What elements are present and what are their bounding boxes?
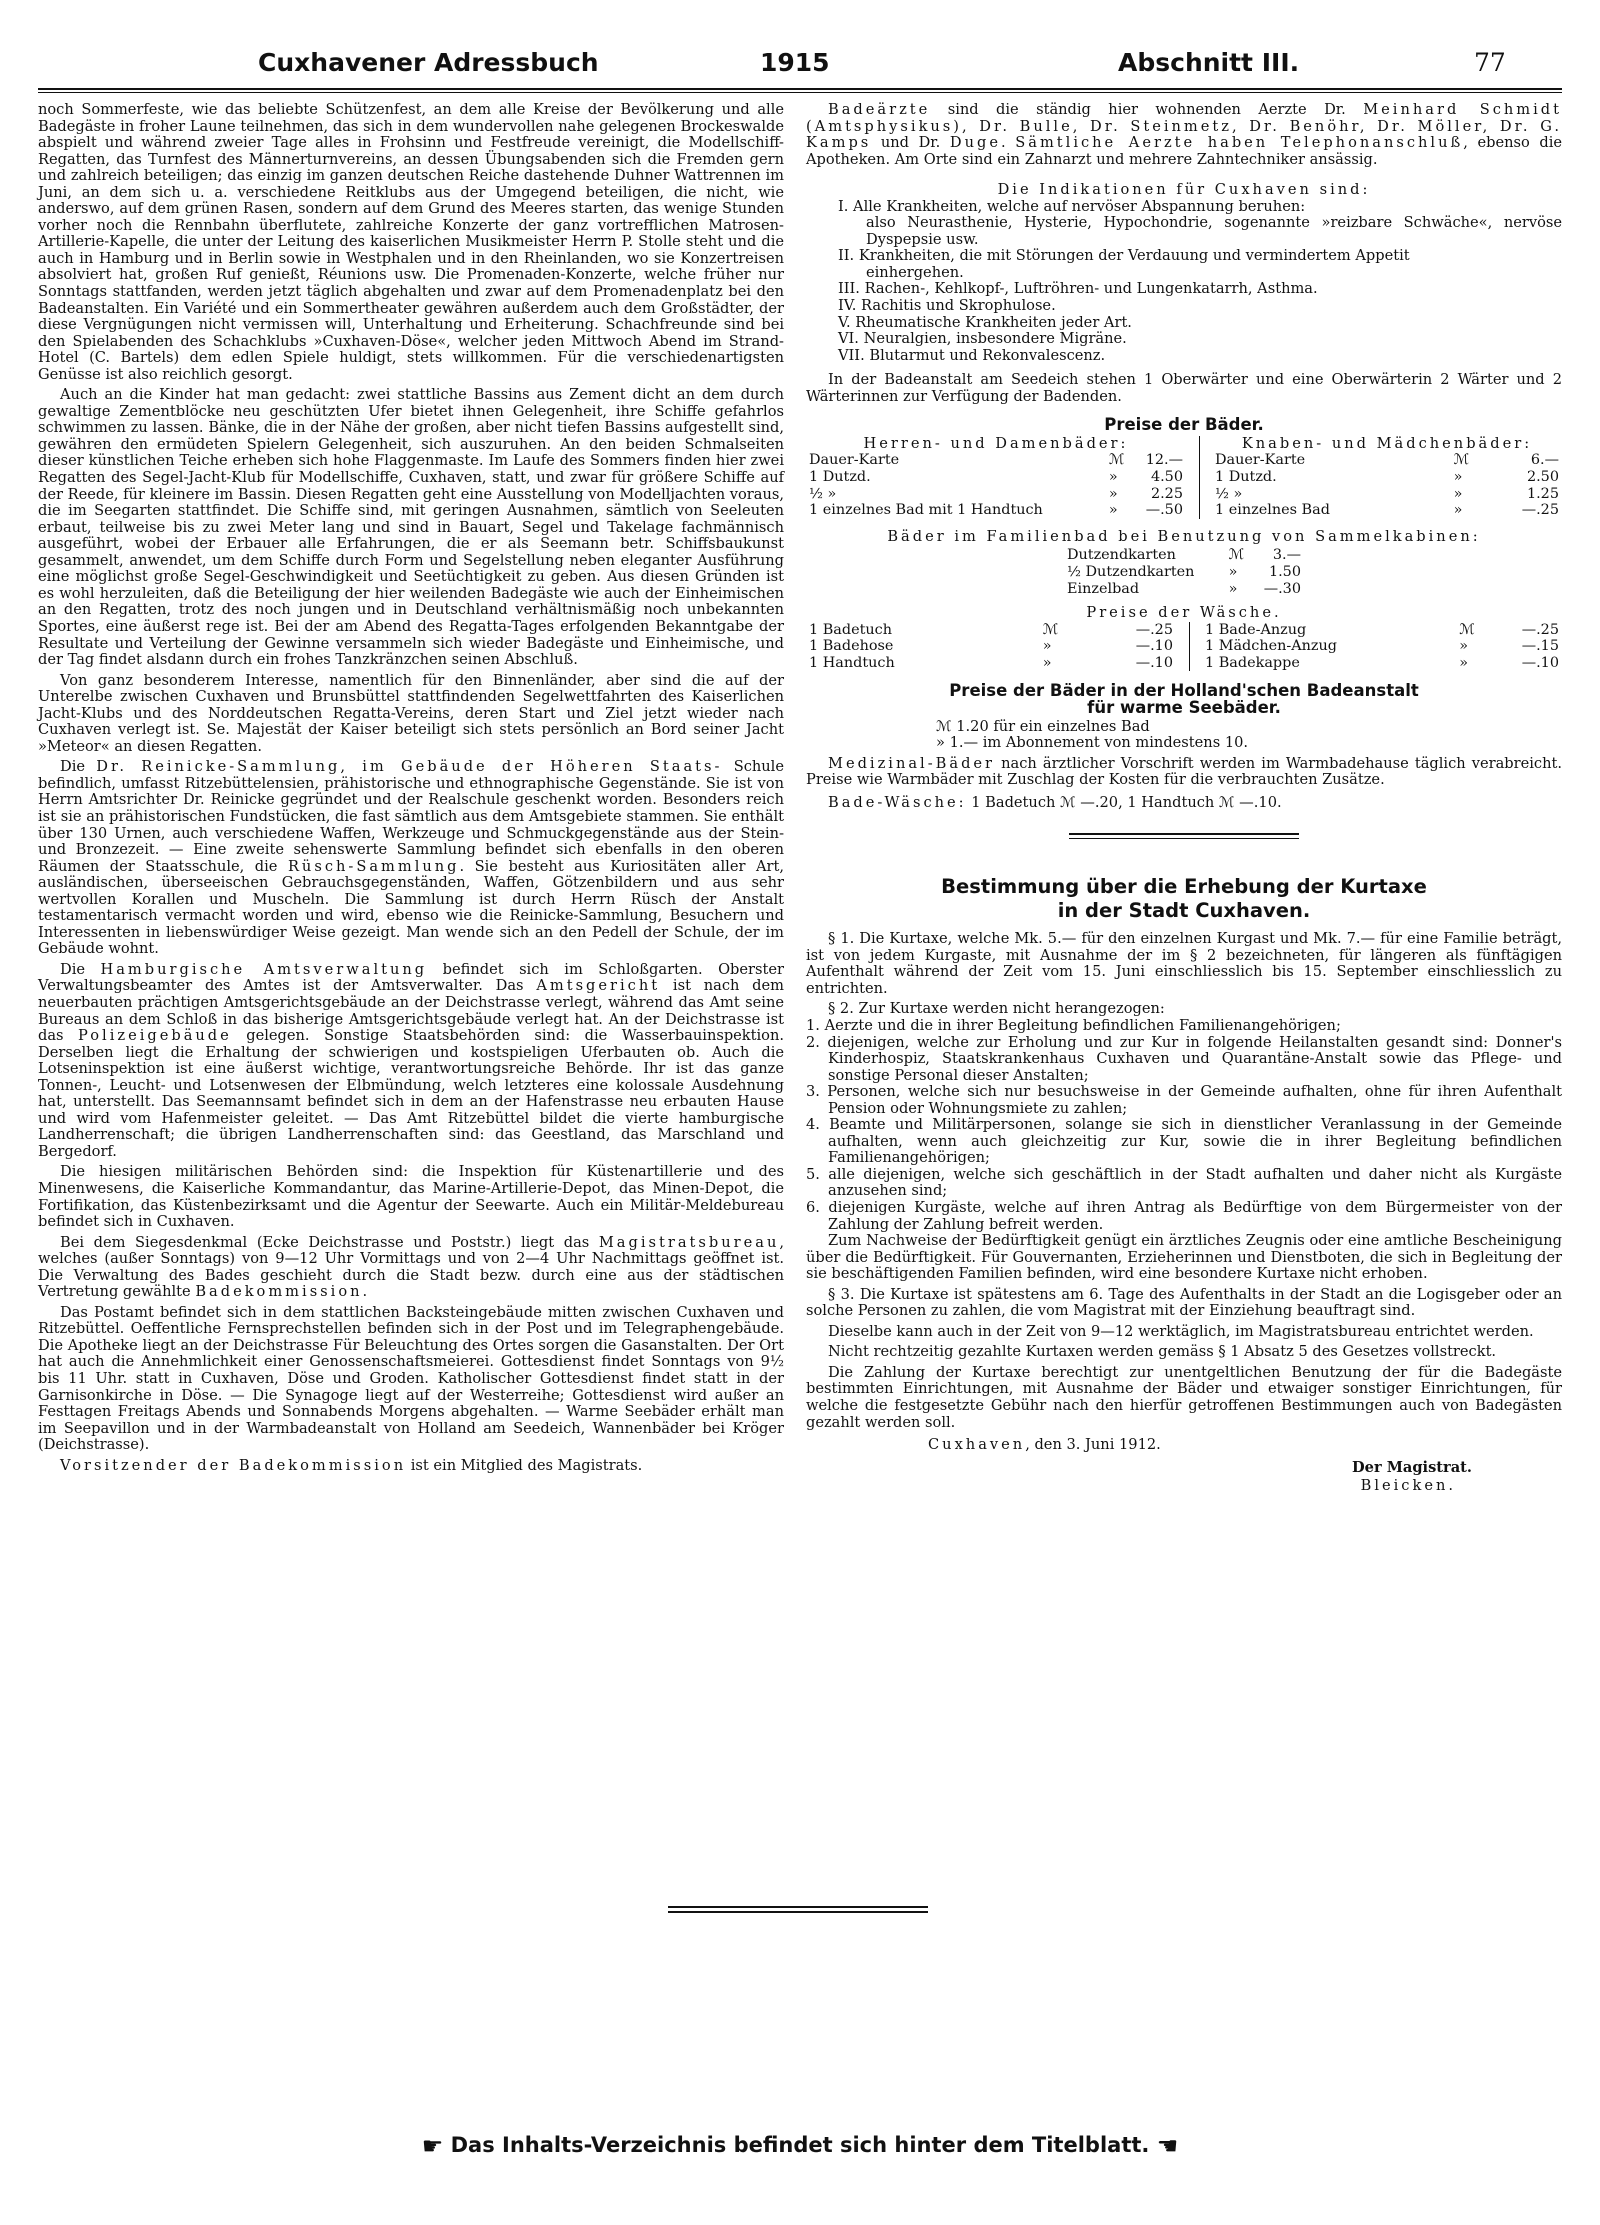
price-label: 1 Mädchen-Anzug	[1205, 638, 1337, 655]
paragraph-collections	[38, 759, 784, 958]
table-row	[806, 452, 1186, 469]
text-run: Die	[60, 758, 97, 776]
spaced-text: Polizeigebäude	[78, 1027, 232, 1045]
price-value: 1.25	[1526, 485, 1559, 502]
spaced-text: Dr. Reinicke-Sammlung, im Gebäude der Höheren Staats-	[96, 758, 723, 776]
text-run: , den 3. Juni 1912.	[1025, 1436, 1161, 1454]
currency: »	[1042, 638, 1052, 655]
text-run: befindet sich im Schloßgarten. Oberster Verwaltungsbeamter des Amtes ist der Amtsverwalter. Das	[38, 960, 784, 995]
list-item-continuation: einhergehen.	[866, 263, 964, 281]
price-label: Einzelbad	[1067, 580, 1140, 597]
children-price-table	[1212, 452, 1562, 518]
holland-price-single: ℳ 1.20 für ein einzelnes Bad	[936, 717, 1150, 735]
price-label: ½ »	[809, 485, 837, 502]
paragraph-proof: Zum Nachweise der Bedürftigkeit genügt ein ärztliches Zeugnis oder eine amtliche Bescheinigung über die Bedürftigkeit. Für Gouvernanten, Erzieherinnen und Dienstboten, die sich in Begleitung der sie beschäftigenden Familien befinden, wird eine besondere Kurtaxe nicht erhoben.	[806, 1232, 1562, 1283]
text-run: . Sie besteht aus Kuriositäten aller Art, ausländischen, überseeischen Gebrauchsgegenständen, Waffen, Götzenbildern und aus sehr wertvollen Korallen und Muscheln. Die Sammlung ist durch Herrn Rüsch der Anstalt testamentarisch vermacht worden und wird, ebenso wie die Reinicke-Sammlung, Besuchern und Interessenten in liebenswürdiger Weise gezeigt. Man wende sich an den Pedell der Schule, der im Gebäude wohnt.	[38, 857, 784, 958]
section-rule	[1069, 833, 1299, 839]
spaced-text: Cuxhaven	[928, 1436, 1026, 1454]
spaced-text: Amtsgericht	[536, 977, 661, 995]
list-item	[806, 248, 1562, 265]
list-text: Blutarmut und Rekonvalescenz.	[869, 346, 1106, 364]
table-row	[806, 622, 1176, 639]
text-run: Die	[60, 960, 101, 978]
table-row	[806, 502, 1186, 519]
table-row	[1202, 622, 1562, 639]
currency: »	[1228, 580, 1238, 597]
list-item	[806, 331, 1562, 348]
price-label: ½ »	[1215, 485, 1243, 502]
text-run: gelegen. Sonstige Staatsbehörden sind: die Wasserbauinspektion. Derselben liegt die Erhaltung der schwierigen und kostspieligen Uferbauten ob. Auch die Lotseninspektion ist eine äußerst wichtige, verantwortungsreiche Behörde. Ihr ist das ganze Tonnen-, Leucht- und Lotsenwesen der Elbmündung, welch letzteres eine kolossale Ausdehnung hat, unterstellt. Das Seemannsamt befindet sich in dem an der Hafenstrasse neu erbauten Hause und wird vom Hafenmeister geleitet. — Das Amt Ritzebüttel bildet die vierte hamburgische Landherrenschaft; die übrigen Landherrenschaften sind: das Geestland, das Marschland und Bergedorf.	[38, 1027, 785, 1160]
spaced-text: Meinhard Schmidt (Amtsphysikus), Dr. Bulle, Dr. Steinmetz, Dr. Benöhr, Dr. Möller, Dr. G. Kamps	[806, 101, 1562, 152]
holland-title	[806, 683, 1562, 716]
text-run: , ebenso die Apotheken. Am Orte sind ein Zahnarzt und mehrere Zahntechniker ansässig.	[806, 134, 1562, 168]
text-run: Schule befindlich, umfasst Ritzebüttelensien, prähistorische und ethnographische Gegenstände. Sie ist von Herrn Amtsrichter Dr. Reinicke gegründet und der Realschule geschenkt worden. Besonders reich ist sie an prähistorischen Fundstücken, die fast sämtlich aus dem Amtsgebiete stammen. Sie enthält über 130 Urnen, auch verschiedene Waffen, Werkzeuge und Schmuckgegenstände aus der Stein- und Bronzezeit. — Eine zweite sehenswerte Sammlung befindet sich ebenfalls in den oberen Räumen der Staatsschule, die	[38, 758, 784, 875]
adult-prices	[806, 436, 1186, 519]
table-row	[1212, 502, 1562, 519]
holland-price-subscription: » 1.— im Abonnement von mindestens 10.	[936, 734, 1249, 752]
currency: ℳ	[1459, 621, 1475, 638]
spaced-text: Bade-Wäsche:	[828, 793, 967, 811]
adult-prices-title: Herren- und Damenbäder:	[863, 434, 1129, 452]
list-text: Neuralgien, insbesondere Migräne.	[863, 330, 1127, 348]
table-row	[806, 655, 1176, 672]
price-label: 1 Badekappe	[1205, 654, 1300, 671]
paragraph-post: Das Postamt befindet sich in dem stattlichen Backsteingebäude mitten zwischen Cuxhaven und Ritzebüttel. Oeffentliche Fernsprechstellen befinden sich in der Post und im Telegraphengebäude. Die Apotheke liegt an der Deichstrasse Für Beleuchtung des Ortes sorgen die Gasanstalten. Der Ort hat auch die Annehmlichkeit einer Genossenschaftsmeierei. Gottesdienst findet Sonntags von 9½ bis 11 Uhr. statt in Cuxhaven, Döse und Groden. Katholischer Gottesdienst findet statt in der Garnisonkirche in Döse. — Die Synagoge liegt auf der Westerreihe; Gottesdienst wird außer an Festtagen Freitags Abends und Sonnabends Morgens abgehalten. — Warme Seebäder erhält man im Seepavillon und in der Warmbadeanstalt von Holland am Seedeich, Wannenbäder bei Kröger (Deichstrasse).	[38, 1303, 784, 1454]
price-label: 1 Bade-Anzug	[1205, 621, 1307, 638]
laundry-title: Preise der Wäsche.	[1086, 604, 1282, 622]
signature-name: Bleicken.	[1360, 1477, 1456, 1495]
price-label: ½ Dutzendkarten	[1067, 563, 1195, 580]
laundry-tables	[806, 622, 1562, 672]
price-value: —.25	[1521, 621, 1559, 638]
currency: ℳ	[1453, 452, 1469, 469]
currency: ℳ	[1228, 547, 1244, 564]
list-text: Rheumatische Krankheiten jeder Art.	[855, 313, 1132, 331]
currency: »	[1459, 638, 1469, 655]
spaced-text: Magistratsbureau	[598, 1233, 780, 1251]
laundry-table-right	[1202, 622, 1562, 672]
currency: »	[1453, 502, 1463, 519]
currency: »	[1228, 563, 1238, 580]
column-divider	[1199, 436, 1200, 519]
spaced-text: Medizinal-Bäder	[828, 754, 996, 772]
price-label: 1 einzelnes Bad mit 1 Handtuch	[809, 502, 1043, 519]
currency: »	[1042, 654, 1052, 671]
paragraph-doctors	[806, 102, 1562, 168]
prices-title: Preise der Bäder.	[1104, 415, 1264, 435]
laundry-table-left	[806, 622, 1176, 672]
list-number: VII.	[838, 346, 865, 364]
price-label: 1 Dutzd.	[1215, 468, 1277, 485]
table-row	[1212, 452, 1562, 469]
list-text: Rachen-, Kehlkopf-, Luftröhren- und Lungenkatarrh, Asthma.	[864, 280, 1318, 298]
currency: »	[1108, 468, 1118, 485]
spaced-text: Badeärzte	[828, 101, 931, 118]
paragraph-bath-staff: In der Badeanstalt am Seedeich stehen 1 Oberwärter und eine Oberwärterin 2 Wärter und 2 Wärterinnen zur Verfügung der Badenden.	[806, 371, 1562, 405]
price-label: 1 Dutzd.	[809, 468, 871, 485]
table-row	[1064, 564, 1304, 581]
indications-title: Die Indikationen für Cuxhaven sind:	[997, 181, 1371, 199]
list-item: 6. diejenigen Kurgäste, welche auf ihren Antrag als Bedürftige von dem Bürgermeister von der Zahlung der Zahlung befreit werden.	[806, 1199, 1562, 1233]
paragraph-magistrate	[38, 1235, 784, 1301]
kurtaxe-title-line: in der Stadt Cuxhaven.	[1057, 899, 1311, 923]
price-label: Dauer-Karte	[1215, 452, 1306, 469]
price-value: 4.50	[1150, 468, 1183, 485]
paragraph-section-2: § 2. Zur Kurtaxe werden nicht herangezogen:	[828, 1000, 1165, 1018]
paragraph-section-1: § 1. Die Kurtaxe, welche Mk. 5.— für den einzelnen Kurgast und Mk. 7.— für eine Familie beträgt, ist von jedem Kurgaste, mit Ausnahme der im § 2 bezeichneten, für längeren als fünftägigen Aufenthalt während der Zeit vom 15. Juni einschliesslich bis 15. September einschliesslich zu entrichten.	[806, 930, 1562, 997]
list-item	[806, 281, 1562, 298]
right-column	[806, 102, 1562, 1495]
list-item	[806, 199, 1562, 216]
price-value: —.25	[1521, 502, 1559, 519]
text-run: Bei dem Siegesdenkmal (Ecke Deichstrasse und Poststr.) liegt das	[60, 1233, 599, 1251]
paragraph-collection-time: Dieselbe kann auch in der Zeit von 9—12 werktäglich, im Magistratsbureau entrichtet werden.	[828, 1322, 1534, 1340]
list-number: III.	[838, 280, 860, 298]
table-row	[1202, 655, 1562, 672]
list-number: II.	[838, 247, 855, 265]
table-row	[1212, 469, 1562, 486]
list-item: 4. Beamte und Militärpersonen, solange sie sich in dienstlicher Veranlassung in der Gemeinde aufhalten, wenn auch gleichzeitig zur Kur, sowie die in ihrer Begleitung befindlichen Familienangehörigen;	[806, 1116, 1562, 1167]
spaced-text: Hamburgische Amtsverwaltung	[100, 960, 428, 978]
holland-title-line: Preise der Bäder in der Holland'schen Badeanstalt	[949, 681, 1419, 701]
bottom-section-rule	[668, 1906, 928, 1916]
price-value: 1.50	[1268, 563, 1301, 580]
price-label: 1 einzelnes Bad	[1215, 502, 1330, 519]
paragraph-medicinal-baths	[806, 756, 1562, 789]
price-label: Dutzendkarten	[1067, 547, 1176, 564]
text-run: ist nach dem neuerbauten prächtigen Amtsgerichtsgebäude an der Deichstrasse verlegt, während das Amt seine Bureaus an dem Schloß in das bisherige Amtsgerichtsgebäude verlegt hat. An der Deichstrasse ist das	[38, 977, 784, 1045]
currency: »	[1459, 654, 1469, 671]
table-row	[1202, 638, 1562, 655]
paragraph-children: Auch an die Kinder hat man gedacht: zwei stattliche Bassins aus Zement dicht an dem durch gewaltige Zementblöcke neu geschützten Ufer bietet ihnen Gelegenheit, ihre Schiffe gefahrlos schwimmen zu lassen. Bänke, die in der Nähe der großen, aber nicht tiefen Bassins aufgestellt sind, gewähren den ermüdeten Spielern Gelegenheit, sich auszuruhen. An den beiden Schmalseiten dieser künstlichen Teiche erheben sich hohe Flaggenmaste. Im Laufe des Sommers finden hier zwei Regatten des Segel-Jacht-Klub für Modellschiffe, Cuxhaven, statt, und zwar für größere Schiffe auf der Reede, für kleinere im Bassin. Diesen Regatten geht eine Ausstellung von Modelljachten voraus, die im Seegarten stattfindet. Die Schiffe sind, mit geringen Ausnahmen, sämtlich von Seeleuten erbaut, teilweise bis zu zwei Meter lang und sind in Bauart, Segel und Takelage fachmännisch ausgeführt, wobei der Erbauer alle Erfahrungen, die er als Seemann betr. Schiffsbaukunst gesammelt, anwendet, um dem Schiffe durch Form und Segelstellung neben eleganter Ausführung eine möglichst große Segel-Geschwindigkeit und Seetüchtigkeit zu geben. Aus diesen Gründen ist es wohl herzuleiten, daß die Beteiligung der hier weilenden Badegäste wie auch der Einheimischen an den Regatten, trotz des noch jungen und in Deutschland verhältnismäßig noch unbekannten Sportes, eine äußerst rege ist. Bei der am Abend des Regatta-Tages erfolgenden Bekanntgabe der Resultate und Verteilung der Gewinne versammeln sich wieder Badegäste und Einheimische, und der Tag findet alsdann durch ein frohes Tanzkränzchen seinen Abschluß.	[38, 386, 784, 669]
price-value: 6.—	[1530, 452, 1559, 469]
page-header	[38, 38, 1562, 86]
paragraph-chairman	[38, 1458, 784, 1475]
price-value: 2.50	[1526, 468, 1559, 485]
list-item	[806, 298, 1562, 315]
holland-title-line: für warme Seebäder.	[1087, 697, 1281, 717]
table-row	[1064, 547, 1304, 564]
price-value: —.10	[1135, 654, 1173, 671]
list-text: Rachitis und Skrophulose.	[861, 297, 1056, 315]
table-row	[806, 638, 1176, 655]
list-number: I.	[838, 197, 849, 215]
paragraph-enforcement: Nicht rechtzeitig gezahlte Kurtaxen werden gemäss § 1 Absatz 5 des Gesetzes vollstreckt.	[828, 1343, 1497, 1361]
price-label: Dauer-Karte	[809, 452, 900, 469]
exemption-list	[806, 1018, 1562, 1233]
list-number: IV.	[838, 297, 857, 315]
rule-line	[668, 1911, 928, 1913]
header-title: Cuxhavener Adressbuch	[258, 48, 599, 77]
page	[38, 38, 1562, 2188]
paragraph-festivities: noch Sommerfeste, wie das beliebte Schützenfest, an dem alle Kreise der Bevölkerung und alle Badegäste in froher Laune teilnehmen, das sich in dem wundervollen nahe gelegenen Brockeswalde abspielt und während zweier Tage alles in Frohsinn und Festfreude vereinigt, die Modellschiff-Regatten, das Turnfest des Männerturnvereins, an dessen Übungsabenden sich die Fremden gern und zahlreich beteiligen; das einzig im ganzen deutschen Reiche dastehende Duhner Wattrennen im Juni, an dem sich u. a. verschiedene Reitklubs aus der Umgegend beteiligen, die nicht, wie anderswo, auf dem grünen Rasen, sondern auf dem Grund des Meeres starten, das wenige Stunden vorher noch die Rennbahn überflutete, zahlreiche Konzerte der ganz vortrefflichen Matrosen-Artillerie-Kapelle, die unter der Leitung des kaiserlichen Musikmeister Herrn P. Stolle steht und die auch in Hamburg und in Berlin sowie in Westphalen und in den Rheinlanden, wo sie Konzertreisen absolviert hat, großen Ruf genießt, Réunions usw. Die Promenaden-Konzerte, welche früher nur Sonntags stattfanden, werden jetzt täglich abgehalten und zwar auf dem Promenadenplatz bei den Badeanstalten. Ein Variété und ein Sommertheater gewähren außerdem auch dem Großstädter, der diese Vergnügungen nicht vermissen will, Unterhaltung und Erheiterung. Schachfreunde sind bei den Spielabenden des Schachklubs »Cuxhaven-Döse«, welcher jeden Mittwoch Abend im Strand-Hotel (C. Bartels) dem edlen Spiele huldigt, stets willkommen. Für die verschiedenartigsten Genüsse ist also reichlich gesorgt.	[38, 101, 784, 383]
list-item: 2. diejenigen, welche zur Erholung und zur Kur in folgende Heilanstalten gesandt sind: Donner's Kinderhospiz, Staatskrankenhaus Cuxhaven und Quarantäne-Anstalt sowie das Pflege- und sonstige Personal dieser Anstalten;	[806, 1033, 1562, 1084]
header-year: 1915	[760, 48, 830, 77]
children-prices	[1212, 436, 1562, 519]
spaced-text: Rüsch-Sammlung	[287, 857, 460, 875]
page-number: 77	[1474, 48, 1506, 77]
price-label: 1 Badehose	[809, 638, 894, 655]
adult-price-table	[806, 452, 1186, 518]
currency: ℳ	[1042, 621, 1059, 638]
list-number: V.	[838, 313, 851, 331]
signature-authority: Der Magistrat.	[1352, 1458, 1472, 1476]
price-value: —.15	[1521, 638, 1559, 655]
price-value: —.10	[1521, 654, 1559, 671]
footer-note: Das Inhalts-Verzeichnis befindet sich hinter dem Titelblatt.	[450, 2133, 1150, 2157]
currency: »	[1453, 468, 1463, 485]
text-run: ist ein Mitglied des Magistrats.	[406, 1456, 643, 1474]
text-run: sind die ständig hier wohnenden Aerzte Dr.	[930, 101, 1364, 118]
pointing-hand-right-icon: ☛	[421, 2132, 444, 2160]
kurtaxe-title	[806, 875, 1562, 923]
paragraph-section-3: § 3. Die Kurtaxe ist spätestens am 6. Tage des Aufenthalts in der Stadt an die Logisgeber oder an solche Personen zu zahlen, die vom Magistrat mit der Einziehung beauftragt sind.	[806, 1285, 1562, 1320]
date-line	[806, 1437, 1562, 1454]
price-tables	[806, 436, 1562, 519]
table-row	[806, 486, 1186, 503]
list-item-continuation: also Neurasthenie, Hysterie, Hypochondrie, sogenannte »reizbare Schwäche«, nervöse Dyspepsie usw.	[866, 214, 1562, 248]
table-row	[806, 469, 1186, 486]
list-item: 1. Aerzte und die in ihrer Begleitung befindlichen Familienangehörigen;	[806, 1016, 1341, 1034]
list-text: Alle Krankheiten, welche auf nervöser Abspannung beruhen:	[853, 197, 1306, 215]
price-label: 1 Badetuch	[809, 621, 892, 638]
currency: »	[1108, 485, 1118, 502]
price-value: 2.25	[1150, 485, 1183, 502]
kurtaxe-title-line: Bestimmung über die Erhebung der Kurtaxe	[941, 875, 1427, 899]
text-run: nach ärztlicher Vorschrift werden im Warmbadehause täglich verabreicht. Preise wie Warmbäder mit Zuschlag der Kosten für die verbrauchten Zusätze.	[806, 754, 1562, 789]
text-run: .	[362, 1283, 368, 1301]
list-number: VI.	[838, 330, 859, 348]
page-footer	[38, 2132, 1562, 2160]
paragraph-regatta: Von ganz besonderem Interesse, namentlich für den Binnenländer, aber sind die auf der Unterelbe zwischen Cuxhaven und Brunsbüttel stattfindenden Segelwettfahrten des Kaiserlichen Jacht-Klubs und des Norddeutschen Regatta-Vereins, deren Start und Ziel jetzt wieder nach Cuxhaven verlegt ist. Se. Majestät der Kaiser beteiligt sich stets persönlich an Bord seiner Jacht »Meteor« an diesen Regatten.	[38, 671, 784, 755]
price-value: —.10	[1135, 638, 1173, 655]
paragraph-military: Die hiesigen militärischen Behörden sind: die Inspektion für Küstenartillerie und des Minenwesens, die Kaiserliche Kommandantur, das Marine-Artillerie-Depot, das Minen-Depot, die Fortifikation, das Küstenbezirksamt und die Agentur der Seewarte. Auch ein Militär-Meldebureau befindet sich in Cuxhaven.	[38, 1163, 784, 1231]
currency: »	[1453, 485, 1463, 502]
paragraph-usage: Die Zahlung der Kurtaxe berechtigt zur unentgeltlichen Benutzung der für die Badegäste bestimmten Einrichtungen, mit Ausnahme der Bäder und etwaiger sonstiger Einrichtungen, für welche die festgesetzte Gebühr nach den hierfür getroffenen Bestimmungen auch von Badegästen gezahlt werden soll.	[806, 1363, 1562, 1431]
currency: »	[1108, 502, 1118, 519]
price-value: —.50	[1145, 502, 1183, 519]
spaced-text: Sämtliche Aerzte haben Telephonanschluß	[1015, 134, 1464, 152]
text-run: 1 Badetuch ℳ —.20, 1 Handtuch ℳ —.10.	[966, 793, 1282, 811]
price-value: 3.—	[1272, 547, 1301, 564]
table-row	[1064, 581, 1304, 598]
price-value: —.25	[1135, 621, 1173, 638]
pointing-hand-left-icon: ☚	[1156, 2132, 1179, 2160]
paragraph-bath-laundry	[806, 795, 1562, 812]
text-run: .	[1001, 134, 1016, 152]
list-item	[806, 315, 1562, 332]
header-section: Abschnitt III.	[1118, 48, 1300, 77]
price-value: 12.—	[1145, 452, 1183, 469]
price-value: —.30	[1263, 580, 1301, 597]
header-rule	[38, 88, 1562, 93]
family-bath-table	[1064, 547, 1304, 597]
family-bath-title: Bäder im Familienbad bei Benutzung von Sammelkabinen:	[887, 527, 1481, 545]
list-item: 3. Personen, welche sich nur besuchsweise in der Gemeinde aufhalten, ohne für ihren Aufenthalt Pension oder Wohnungsmiete zu zahlen;	[806, 1083, 1562, 1117]
left-column	[38, 102, 784, 1474]
children-prices-title: Knaben- und Mädchenbäder:	[1241, 434, 1533, 452]
list-item: 5. alle diejenigen, welche sich geschäftlich in der Stadt aufhalten und daher nicht als Kurgäste anzusehen sind;	[806, 1165, 1562, 1200]
spaced-text: Vorsitzender der Badekommission	[60, 1456, 407, 1474]
list-item	[806, 348, 1562, 365]
column-divider	[1189, 622, 1190, 672]
currency: ℳ	[1108, 452, 1125, 469]
paragraph-administration	[38, 962, 784, 1161]
rule-line	[668, 1906, 928, 1908]
price-label: 1 Handtuch	[809, 654, 895, 671]
list-text: Krankheiten, die mit Störungen der Verdauung und vermindertem Appetit	[858, 247, 1410, 265]
text-run: , welches (außer Sonntags) von 9—12 Uhr Vormittags und von 2—4 Uhr Nachmittags geöffnet ist. Die Verwaltung des Bades geschieht durch die Stadt bezw. durch eine aus der städtischen Vertretung gewählte	[38, 1233, 784, 1301]
indications-list	[806, 199, 1562, 364]
text-run: und Dr.	[871, 134, 950, 152]
spaced-text: Badekommission	[195, 1283, 363, 1301]
spaced-text: Duge	[949, 134, 1002, 152]
table-row	[1212, 486, 1562, 503]
